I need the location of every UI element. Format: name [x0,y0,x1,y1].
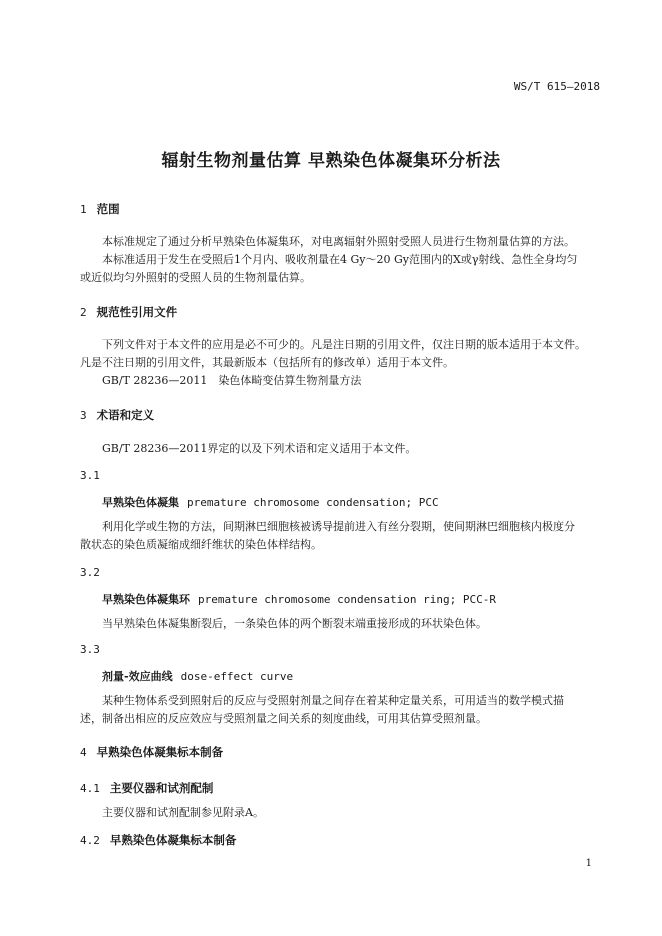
paragraph-line: 或近似均匀外照射的受照人员的生物剂量估算。 [80,271,311,284]
subsection-number: 4.2 [80,834,100,847]
section-title: 术语和定义 [96,408,155,422]
subsection-4-1-heading [80,780,213,796]
paragraph-line: 凡是不注日期的引用文件，其最新版本（包括所有的修改单）适用于本文件。 [80,356,454,369]
term-3-1 [102,494,439,510]
term-3-3 [102,668,293,684]
term-3-2-number: 3.2 [80,566,100,579]
term-english: premature chromosome condensation; PCC [187,496,439,509]
document-code: WS/T 615—2018 [513,80,600,93]
section-number: 4 [80,746,87,759]
term-english: dose-effect curve [180,670,294,683]
section-2-body [80,336,600,390]
section-2-heading [80,304,177,320]
section-3-heading [80,407,154,423]
term-3-3-number: 3.3 [80,643,100,656]
paragraph-line: 下列文件对于本文件的应用是必不可少的。凡是注日期的引用文件，仅注日期的版本适用于本文件。 [102,338,586,351]
definition-line: 散状态的染色质凝缩成细纤维状的染色体样结构。 [80,538,322,551]
term-3-1-number: 3.1 [80,469,100,482]
definition-line: 述，制备出相应的反应效应与受照剂量之间关系的刻度曲线，可用其估算受照剂量。 [80,712,487,725]
term-3-2-definition [80,615,600,633]
section-number: 2 [80,306,87,319]
definition-line: 当早熟染色体凝集断裂后，一条染色体的两个断裂末端重接形成的环状染色体。 [102,617,487,630]
section-title: 早熟染色体凝集标本制备 [96,745,224,759]
section-1-body [80,233,600,287]
definition-line: 利用化学或生物的方法，间期淋巴细胞核被诱导提前进入有丝分裂期，使间期淋巴细胞核内极度分 [102,520,575,533]
term-3-1-definition [80,518,600,554]
section-title: 规范性引用文件 [96,305,178,319]
document-title: 辐射生物剂量估算 早熟染色体凝集环分析法 [161,151,501,171]
section-4-heading [80,744,223,760]
paragraph: 主要仪器和试剂配制参见附录A。 [102,806,264,819]
term-3-2 [102,591,496,607]
term-3-3-definition [80,692,600,728]
section-title: 范围 [96,202,120,216]
section-number: 3 [80,409,87,422]
subsection-number: 4.1 [80,782,100,795]
term-chinese: 早熟染色体凝集环 [102,593,190,606]
section-1-heading [80,201,120,217]
paragraph-line: 本标准适用于发生在受照后1个月内、吸收剂量在4 Gy～20 Gy范围内的X或γ射线、急性全身均匀 [102,253,578,266]
term-chinese: 剂量-效应曲线 [102,670,173,683]
subsection-title: 早熟染色体凝集标本制备 [109,833,237,847]
subsection-4-2-heading [80,832,236,848]
normative-reference: GB/T 28236—2011 染色体畸变估算生物剂量方法 [102,374,362,387]
paragraph: GB/T 28236—2011界定的以及下列术语和定义适用于本文件。 [102,442,417,455]
section-3-intro [80,440,600,458]
term-english: premature chromosome condensation ring; PCC-R [198,593,497,606]
definition-line: 某种生物体系受到照射后的反应与受照射剂量之间存在着某种定量关系，可用适当的数学模式描 [102,694,564,707]
term-chinese: 早熟染色体凝集 [102,496,179,509]
subsection-4-1-body [80,804,600,822]
subsection-title: 主要仪器和试剂配制 [109,781,214,795]
section-number: 1 [80,203,87,216]
page-number: 1 [585,858,592,869]
paragraph: 本标准规定了通过分析早熟染色体凝集环，对电离辐射外照射受照人员进行生物剂量估算的方法。 [102,235,575,248]
